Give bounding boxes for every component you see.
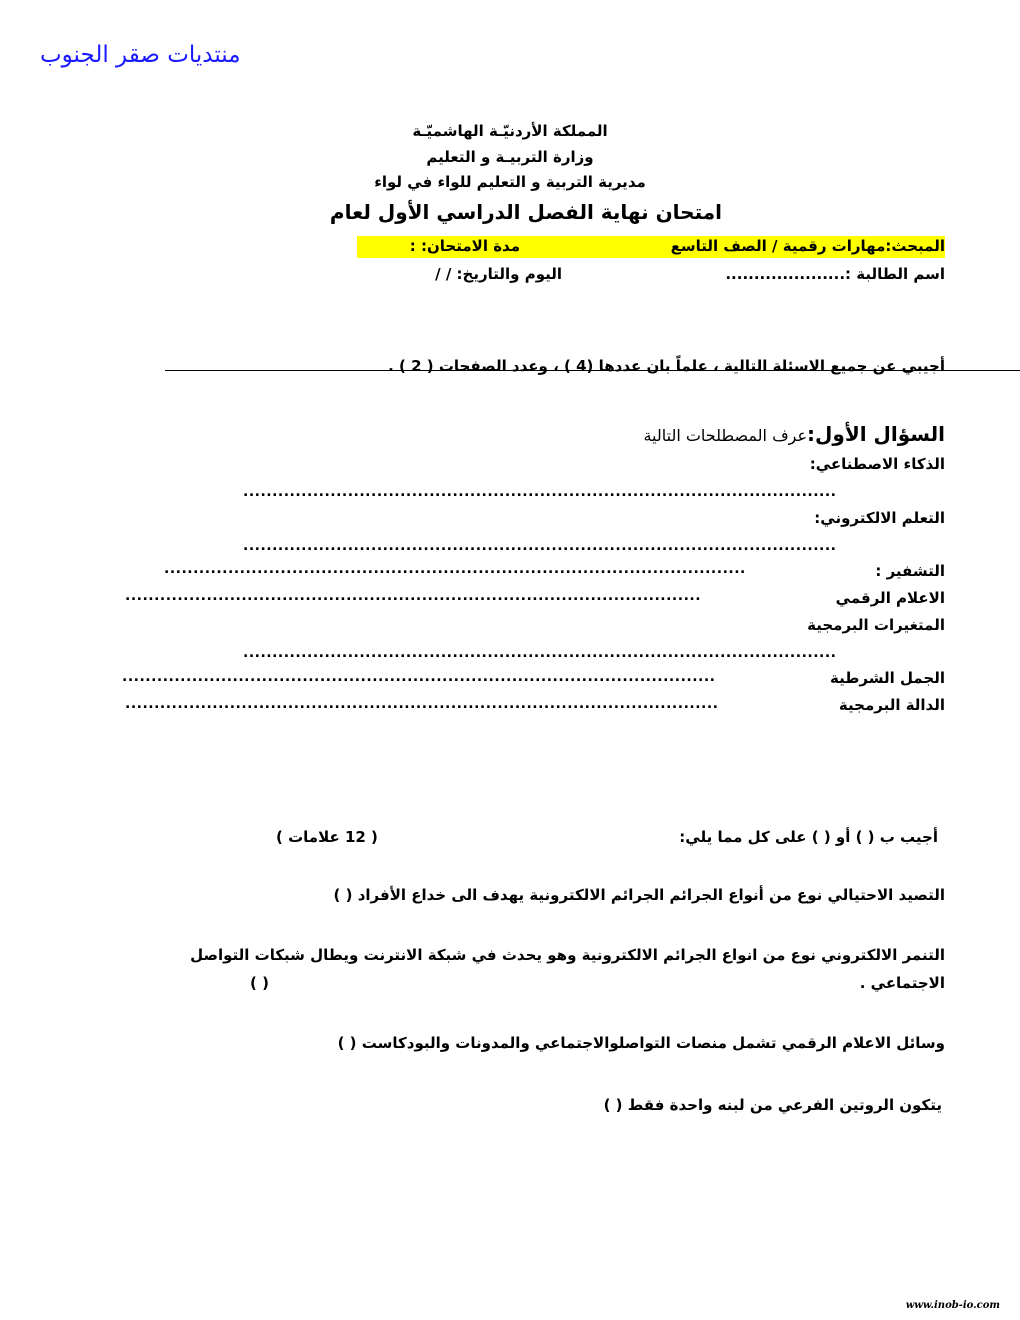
question1-subtitle: عرف المصطلحات التالية: [643, 426, 808, 445]
tf-marks: ( 12 علامات ): [276, 828, 378, 846]
kingdom-heading: المملكة الأردنيّـة الهاشميّـة: [412, 122, 608, 140]
student-name-field: اسم الطالبة :.....................: [725, 265, 945, 283]
answer-line-ai: ......................................................................................................: [243, 484, 837, 500]
date-field: اليوم والتاريخ: / /: [435, 265, 562, 283]
term-conditionals: الجمل الشرطية: [830, 669, 945, 687]
answer-line-variables: ......................................................................................................: [243, 645, 837, 661]
answer-line-function: ......................................................................................................: [125, 696, 719, 712]
term-variables: المتغيرات البرمجية: [807, 616, 945, 634]
directorate-heading: مديرية التربية و التعليم للواء في لواء: [374, 173, 646, 191]
question1-label: السؤال الأول:: [807, 422, 945, 446]
tf-item-2: التنمر الالكتروني نوع من انواع الجرائم الالكترونية وهو يحدث في شبكة الانترنت ويطال شبكات التواصل: [190, 946, 945, 964]
divider-line: [165, 370, 1020, 371]
forum-name: منتديات صقر الجنوب: [40, 42, 241, 68]
term-ai: الذكاء الاصطناعي:: [809, 455, 945, 473]
answer-line-conditionals: ......................................................................................................: [122, 669, 716, 685]
ministry-heading: وزارة التربيـة و التعليم: [426, 148, 594, 166]
exam-title: امتحان نهاية الفصل الدراسي الأول لعام: [329, 200, 722, 224]
question1-title: [643, 422, 945, 446]
tf-item-3: وسائل الاعلام الرقمي تشمل منصات التواصلوالاجتماعي والمدونات والبودكاست ( ): [337, 1034, 945, 1052]
footer-url: www.inob-io.com: [905, 1300, 1000, 1311]
answer-line-encryption: ....................................................................................................: [164, 561, 746, 577]
duration-label: مدة الامتحان: :: [409, 237, 520, 255]
term-elearning: التعلم الالكتروني:: [814, 509, 945, 527]
answer-line-digital-media: ...................................................................................................: [125, 588, 702, 604]
tf-item-2-bracket: ( ): [250, 974, 269, 992]
term-encryption: التشفير :: [875, 562, 945, 580]
subject-label: المبحث:مهارات رقمية / الصف التاسع: [670, 237, 945, 255]
tf-instruction: أجيب ب ( ) أو ( ) على كل مما يلي:: [679, 828, 938, 846]
instructions: أجيبي عن جميع الاسئلة التالية ، علماً بان عددها (4 ) ، وعدد الصفحات ( 2 ) .: [388, 357, 945, 375]
term-function: الدالة البرمجية: [838, 696, 945, 714]
tf-item-4: يتكون الروتين الفرعي من لبنه واحدة فقط ( ): [603, 1096, 942, 1114]
tf-item-1: التصيد الاحتيالي نوع من أنواع الجرائم الجرائم الالكترونية يهدف الى خداع الأفراد ( ): [333, 886, 945, 904]
term-digital-media: الاعلام الرقمي: [835, 589, 945, 607]
tf-item-2-continued: الاجتماعي .: [859, 974, 945, 992]
answer-line-elearning: ......................................................................................................: [243, 538, 837, 554]
